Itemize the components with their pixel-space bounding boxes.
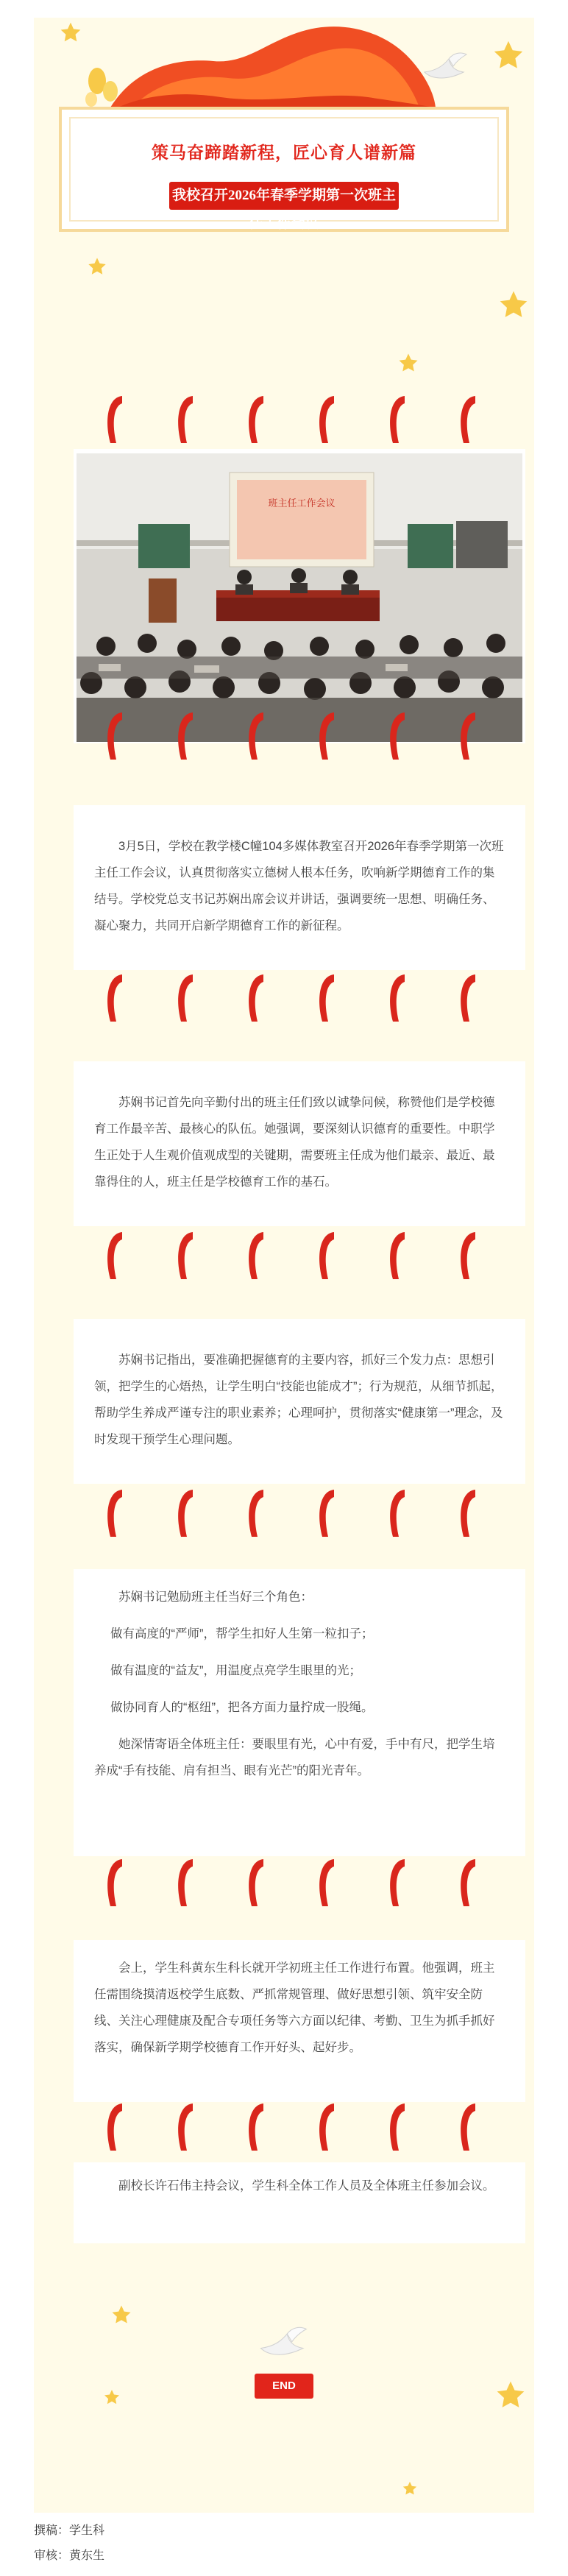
binder-rings	[100, 392, 512, 458]
star-icon	[491, 38, 525, 72]
ring-icon	[312, 1228, 344, 1289]
binder-rings	[100, 2099, 512, 2165]
ring-icon	[241, 1228, 274, 1289]
ring-icon	[453, 970, 486, 1032]
paragraph: 副校长许石伟主持会议，学生科全体工作人员及全体班主任参加会议。	[118, 2179, 495, 2193]
dove-icon	[421, 50, 472, 85]
star-icon	[402, 2480, 418, 2497]
content-card	[74, 805, 525, 970]
ring-icon	[383, 970, 415, 1032]
ring-icon	[383, 1485, 415, 1547]
ring-icon	[171, 708, 203, 770]
ring-icon	[383, 708, 415, 770]
content-card	[74, 2162, 525, 2243]
ring-icon	[312, 1855, 344, 1917]
star-icon	[397, 352, 419, 374]
credits	[34, 2519, 104, 2569]
reviewer-credit: 审核：黄东生	[34, 2550, 105, 2562]
ring-icon	[241, 1485, 274, 1547]
ring-icon	[100, 1228, 132, 1289]
ring-icon	[171, 970, 203, 1032]
paragraph: 会上，学生科黄东生科长就开学初班主任工作进行布置。他强调，班主任需围绕摸清返校学生底数、严抓常规管理、做好思想引领、筑牢安全防线、关注心理健康及配合专项任务等六方面以纪律、考勤、卫生为抓手抓好落实，确保新学期学校德育工作开好头、起好步。	[94, 1961, 495, 2054]
ring-icon	[171, 1855, 203, 1917]
binder-rings	[100, 1855, 512, 1921]
ring-icon	[453, 2099, 486, 2161]
star-icon	[497, 289, 530, 321]
paragraph: 做协同育人的“枢纽”，把各方面力量拧成一股绳。	[110, 1701, 374, 1714]
ring-icon	[100, 1855, 132, 1917]
ring-icon	[383, 2099, 415, 2161]
paragraph: 做有高度的“严师”，帮学生扣好人生第一粒扣子；	[110, 1627, 374, 1641]
ring-icon	[171, 1228, 203, 1289]
ring-icon	[312, 392, 344, 453]
content-card	[74, 1319, 525, 1484]
star-icon	[110, 2304, 132, 2326]
ring-icon	[241, 708, 274, 770]
binder-rings	[100, 1485, 512, 1551]
page-title: 策马奋蹄踏新程，匠心育人谱新篇	[152, 144, 416, 162]
binder-rings	[100, 708, 512, 774]
binder-rings	[100, 970, 512, 1036]
star-icon	[59, 21, 82, 44]
ring-icon	[383, 1855, 415, 1917]
star-icon	[103, 2388, 121, 2406]
ring-icon	[241, 970, 274, 1032]
paragraph: 3月5日，学校在教学楼C幢104多媒体教室召开2026年春季学期第一次班主任工作会议，认真贯彻落实立德树人根本任务，吹响新学期德育工作的集结号。学校党总支书记苏娴出席会议并讲话，强调要统一思想、明确任务、凝心聚力，共同开启新学期德育工作的新征程。	[94, 840, 504, 933]
ring-icon	[100, 708, 132, 770]
page-subtitle-banner: 我校召开2026年春季学期第一次班主任工作会议	[169, 182, 399, 210]
title-frame	[59, 107, 509, 232]
content-card	[74, 1569, 525, 1856]
star-icon	[87, 256, 107, 277]
ring-icon	[100, 1485, 132, 1547]
paragraph: 苏娴书记勉励班主任当好三个角色：	[118, 1590, 313, 1604]
ring-icon	[453, 1855, 486, 1917]
binder-rings	[100, 1228, 512, 1294]
ring-icon	[312, 970, 344, 1032]
ring-icon	[453, 1228, 486, 1289]
lantern-leaf-icon	[81, 59, 125, 110]
ring-icon	[383, 1228, 415, 1289]
ring-icon	[383, 392, 415, 453]
ring-icon	[241, 1855, 274, 1917]
meeting-photo-card	[74, 449, 525, 743]
ring-icon	[171, 2099, 203, 2161]
ring-icon	[100, 970, 132, 1032]
ring-icon	[453, 1485, 486, 1547]
author-credit: 撰稿：学生科	[34, 2524, 105, 2537]
ring-icon	[312, 708, 344, 770]
content-card	[74, 1940, 525, 2102]
star-icon	[494, 2379, 527, 2411]
paragraph: 做有温度的“益友”，用温度点亮学生眼里的光；	[110, 1664, 361, 1677]
paragraph: 苏娴书记指出，要准确把握德育的主要内容，抓好三个发力点：思想引领，把学生的心焐热，让学生明白“技能也能成才”；行为规范，从细节抓起，帮助学生养成严谨专注的职业素养；心理呵护，贯彻落实“健康第一”理念，及时发现干预学生心理问题。	[94, 1354, 503, 1446]
ring-icon	[171, 392, 203, 453]
ring-icon	[241, 2099, 274, 2161]
content-card	[74, 1061, 525, 1226]
screen-text: 班主任工作会议	[268, 498, 336, 509]
ring-icon	[100, 2099, 132, 2161]
ring-icon	[453, 392, 486, 453]
ring-icon	[312, 2099, 344, 2161]
ring-icon	[453, 708, 486, 770]
paragraph: 她深情寄语全体班主任：要眼里有光，心中有爱，手中有尺，把学生培养成“手有技能、肩有担当、眼有光芒”的阳光青年。	[94, 1738, 495, 1777]
ring-icon	[171, 1485, 203, 1547]
end-label: END	[255, 2374, 313, 2399]
ring-icon	[100, 392, 132, 453]
ring-icon	[312, 1485, 344, 1547]
ring-icon	[241, 392, 274, 453]
dove-icon	[253, 2324, 316, 2363]
meeting-photo	[77, 453, 522, 742]
paragraph: 苏娴书记首先向辛勤付出的班主任们致以诚挚问候，称赞他们是学校德育工作最辛苦、最核心的队伍。她强调，要深刻认识德育的重要性。中职学生正处于人生观价值观成型的关键期，需要班主任成为他们最亲、最近、最靠得住的人，班主任是学校德育工作的基石。	[94, 1096, 495, 1189]
